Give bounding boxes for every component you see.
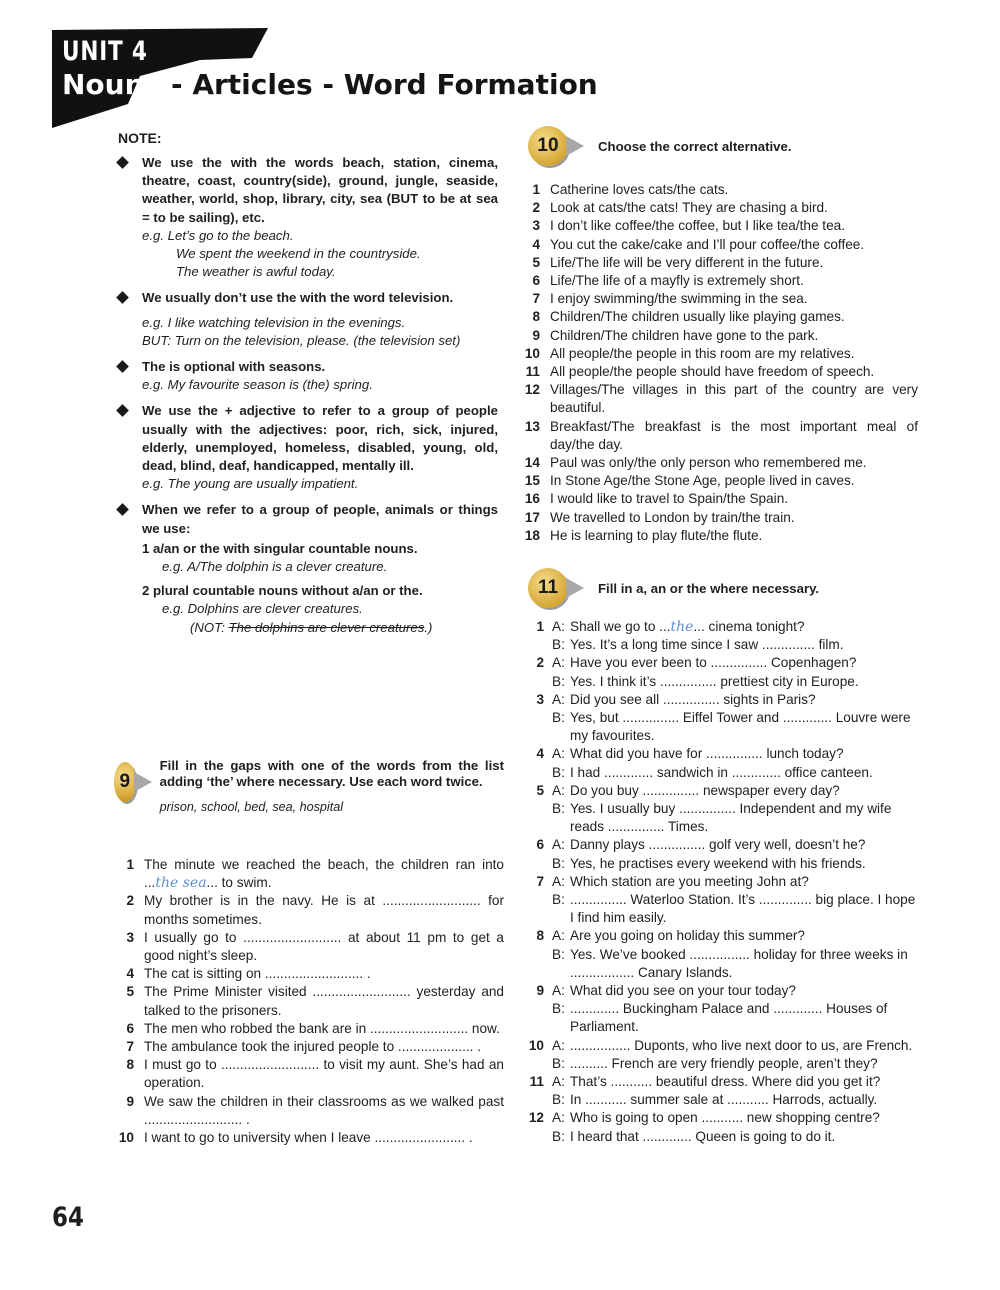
item-text (144, 965, 504, 983)
dialogue-line (522, 891, 922, 927)
exercise-number-badge: 10 (528, 126, 568, 166)
dialogue-text (570, 618, 922, 636)
speaker-label: A: (552, 1037, 565, 1053)
speaker-label: A: (552, 1074, 565, 1090)
item-number: 2 (126, 893, 134, 909)
exercise-9-header (114, 758, 504, 814)
note-rule: The is optional with seasons. (142, 359, 326, 375)
item-text (144, 983, 504, 1019)
dialogue-text (570, 855, 922, 873)
dialogue-line (522, 1128, 922, 1146)
item-text (144, 1129, 504, 1147)
speaker-label: A: (552, 746, 565, 762)
word-list: prison, school, bed, sea, hospital (159, 800, 344, 814)
item-text-before: Did you see all ............... sights in Paris? (570, 691, 816, 707)
speaker-label: A: (552, 837, 565, 853)
note-rule: When we refer to a group of people, animals or things we use: (142, 502, 498, 536)
list-item (518, 290, 918, 308)
item-number: 11 (529, 1074, 544, 1090)
item-text-before: The cat is sitting on .......................... . (144, 966, 371, 982)
exercise-11-header (528, 568, 819, 608)
item-number: 10 (118, 1130, 134, 1146)
item-text: All people/the people should have freedom of speech. (550, 364, 875, 380)
note-bullet-2 (118, 289, 498, 350)
item-number (522, 1091, 544, 1109)
dialogue-line (522, 1000, 922, 1036)
item-number: 6 (532, 273, 540, 289)
not-prefix: (NOT: (190, 619, 229, 635)
dialogue-text (570, 1055, 922, 1073)
speaker-label: A: (552, 691, 565, 707)
item-text-before: The men who robbed the bank are in .......................... now. (144, 1020, 500, 1036)
note-rule: We usually don’t use the with the word television. (142, 290, 454, 306)
note-example: e.g. Dolphins are clever creatures. (162, 601, 363, 617)
note-example: We spent the weekend in the countryside. (176, 246, 421, 262)
item-number (522, 636, 544, 654)
dialogue-line (522, 1037, 922, 1055)
item-number: 3 (536, 691, 544, 707)
item-text-before: That’s ........... beautiful dress. Where did you get it? (570, 1074, 881, 1090)
item-number (522, 855, 544, 873)
dialogue-text (570, 745, 922, 763)
list-item (518, 509, 918, 527)
item-text (144, 1020, 504, 1038)
list-item (112, 1038, 504, 1056)
list-item (112, 965, 504, 983)
item-number: 15 (524, 473, 540, 489)
item-text-before: We saw the children in their classrooms as we walked past .......................... . (144, 1093, 504, 1127)
dialogue-line (522, 1055, 922, 1073)
item-text: We travelled to London by train/the train. (550, 509, 795, 525)
exercise-number-badge: 9 (114, 762, 136, 802)
item-number: 12 (524, 382, 540, 398)
item-text (144, 892, 504, 928)
item-text-before: In ........... summer sale at ........... Harrods, actually. (570, 1092, 878, 1108)
item-text-after: ... to swim. (206, 875, 272, 891)
speaker-label: B: (552, 892, 565, 908)
note-section (118, 130, 498, 645)
speaker-label: B: (552, 673, 565, 689)
speaker-label: A: (552, 928, 565, 944)
speaker-label: B: (552, 637, 565, 653)
item-number: 17 (524, 509, 540, 525)
item-number (522, 800, 544, 836)
note-example: The weather is awful today. (176, 264, 336, 280)
dialogue-line (522, 836, 922, 854)
item-text (144, 856, 504, 892)
item-text: In Stone Age/the Stone Age, people lived in caves. (550, 473, 855, 489)
note-subrule: 1 a/an or the with singular countable nouns. (142, 540, 418, 556)
dialogue-line (522, 709, 922, 745)
list-item (518, 527, 918, 545)
item-text-before: My brother is in the navy. He is at .......................... for months sometimes. (144, 893, 504, 927)
speaker-label: A: (552, 1110, 565, 1126)
list-item (112, 1020, 504, 1038)
item-text (144, 929, 504, 965)
item-text-before: Yes. I usually buy ............... Independent and my wife reads ............... Times. (570, 801, 892, 835)
list-item (518, 327, 918, 345)
item-number (522, 764, 544, 782)
item-text-before: I want to go to university when I leave ........................ . (144, 1130, 473, 1146)
item-number (522, 891, 544, 927)
item-number: 7 (536, 873, 544, 889)
dialogue-line (522, 636, 922, 654)
item-number: 4 (126, 966, 134, 982)
item-text-before: I had ............. sandwich in ............. office canteen. (570, 764, 873, 780)
dialogue-line (522, 1073, 922, 1091)
item-text-before: Are you going on holiday this summer? (570, 928, 805, 944)
note-example: e.g. I like watching television in the evenings. (142, 314, 406, 330)
note-title: NOTE: (118, 130, 162, 146)
note-bullet-1 (118, 154, 498, 281)
item-number (522, 709, 544, 745)
dialogue-text (570, 1037, 922, 1055)
item-number: 2 (532, 200, 540, 216)
note-bullet-3 (118, 358, 498, 394)
dialogue-line (522, 691, 922, 709)
item-text-before: The ambulance took the injured people to .................... . (144, 1039, 482, 1055)
list-item (518, 236, 918, 254)
list-item (518, 199, 918, 217)
item-text: Life/The life will be very different in the future. (550, 254, 824, 270)
dialogue-line (522, 618, 922, 636)
speaker-label: A: (552, 619, 565, 634)
item-number (522, 1000, 544, 1036)
note-subrule: 2 plural countable nouns without a/an or the. (142, 583, 423, 599)
dialogue-text (570, 782, 922, 800)
item-number: 12 (528, 1110, 544, 1126)
note-example (142, 619, 498, 637)
item-text: Children/The children usually like playing games. (550, 309, 845, 325)
item-text-before: Yes. I think it’s ............... prettiest city in Europe. (570, 673, 859, 689)
speaker-label: A: (552, 655, 565, 671)
item-number: 8 (532, 309, 540, 325)
page-number: 64 (52, 1202, 84, 1233)
unit-label: UNIT 4 (62, 36, 148, 67)
list-item (518, 181, 918, 199)
item-text: Breakfast/The breakfast is the most important meal of day/the day. (550, 418, 918, 452)
item-text-before: The Prime Minister visited .......................... yesterday and talked to the prisoners. (144, 984, 504, 1018)
item-text-before: Yes, he practises every weekend with his friends. (570, 855, 866, 871)
dialogue-text (570, 1073, 922, 1091)
item-text: All people/the people in this room are my relatives. (550, 345, 855, 361)
dialogue-line (522, 745, 922, 763)
dialogue-line (522, 764, 922, 782)
dialogue-line (522, 1091, 922, 1109)
item-text-before: Have you ever been to ............... Copenhagen? (570, 655, 857, 671)
handwritten-answer: the (670, 619, 694, 635)
item-number: 4 (536, 746, 544, 762)
item-text: He is learning to play flute/the flute. (550, 527, 763, 543)
item-number: 6 (536, 837, 544, 853)
dialogue-line (522, 782, 922, 800)
item-number: 7 (126, 1039, 134, 1055)
dialogue-text (570, 927, 922, 945)
item-text-before: The minute we reached the beach, the children ran into ... (144, 857, 504, 891)
dialogue-text (570, 636, 922, 654)
item-number: 9 (126, 1093, 134, 1109)
dialogue-line (522, 855, 922, 873)
dialogue-text (570, 764, 922, 782)
dialogue-line (522, 982, 922, 1000)
bullet-diamond-icon (116, 360, 129, 373)
dialogue-line (522, 927, 922, 945)
list-item (518, 490, 918, 508)
item-number: 3 (532, 218, 540, 234)
item-text: Children/The children have gone to the park. (550, 327, 819, 343)
item-text-before: Yes. It’s a long time since I saw .............. film. (570, 637, 844, 653)
list-item (518, 363, 918, 381)
dialogue-text (570, 654, 922, 672)
item-number: 3 (126, 929, 134, 945)
note-rule: We use the + adjective to refer to a group of people usually with the adjectives: poor, rich, sick, injured, elderly, unemployed, homeless, disabled, young, old, dead, blind, deaf, handicapped, mentally ill. (142, 403, 498, 474)
item-text-before: Who is going to open ........... new shopping centre? (570, 1110, 880, 1126)
item-text (144, 1038, 504, 1056)
item-text: Catherine loves cats/the cats. (550, 182, 729, 197)
note-example: BUT: Turn on the television, please. (the television set) (142, 332, 461, 348)
item-text-before: I usually go to .......................... at about 11 pm to get a good night’s sleep. (144, 929, 504, 964)
bullet-diamond-icon (116, 405, 129, 418)
item-number (522, 1128, 544, 1146)
item-text-before: I heard that ............. Queen is going to do it. (570, 1128, 836, 1144)
list-item (518, 418, 918, 454)
dialogue-text (570, 891, 922, 927)
item-number: 18 (524, 527, 540, 543)
bullet-diamond-icon (116, 292, 129, 305)
item-text-before: What did you see on your tour today? (570, 983, 796, 999)
note-example: e.g. A/The dolphin is a clever creature. (162, 559, 388, 575)
speaker-label: A: (552, 983, 565, 999)
exercise-10-header (528, 126, 791, 166)
speaker-label: B: (552, 946, 565, 962)
item-text-before: Which station are you meeting John at? (570, 873, 809, 889)
unit-title-part1: Nouns (62, 68, 162, 101)
item-number: 1 (532, 182, 540, 197)
dialogue-line (522, 946, 922, 982)
item-text: Villages/The villages in this part of the country are very beautiful. (550, 382, 918, 416)
item-text-before: What did you have for ............... lunch today? (570, 746, 844, 762)
item-number: 9 (536, 983, 544, 999)
list-item (518, 272, 918, 290)
speaker-label: B: (552, 1055, 565, 1071)
unit-title-part2: - Articles - Word Formation (161, 68, 598, 101)
item-text-before: Yes. We’ve booked ................ holiday for three weeks in ................. Canary Islands. (570, 946, 908, 980)
list-item (112, 1093, 504, 1129)
list-item (112, 1056, 504, 1092)
exercise-instruction: Fill in a, an or the where necessary. (598, 581, 820, 596)
speaker-label: B: (552, 1001, 565, 1017)
list-item (112, 856, 504, 892)
list-item (518, 345, 918, 363)
list-item (518, 381, 918, 417)
item-number: 1 (126, 857, 134, 872)
item-number: 11 (525, 364, 540, 380)
speaker-label: B: (552, 801, 565, 817)
item-text-before: ................ Duponts, who live next door to us, are French. (570, 1037, 913, 1053)
dialogue-text (570, 1128, 922, 1146)
item-text: Paul was only/the only person who remembered me. (550, 455, 867, 471)
speaker-label: A: (552, 873, 565, 889)
item-number: 8 (126, 1057, 134, 1073)
exercise-10-items (518, 181, 918, 545)
exercise-instruction: Choose the correct alternative. (598, 139, 792, 154)
dialogue-text (570, 982, 922, 1000)
exercise-number-badge: 11 (528, 568, 568, 608)
dialogue-text (570, 1109, 922, 1127)
dialogue-text (570, 836, 922, 854)
item-text: I don’t like coffee/the coffee, but I like tea/the tea. (550, 218, 845, 234)
struck-example: The dolphins are clever creatures (228, 619, 425, 635)
note-example: e.g. My favourite season is (the) spring. (142, 377, 373, 393)
item-number: 7 (532, 291, 540, 307)
speaker-label: B: (552, 855, 565, 871)
speaker-label: A: (552, 782, 565, 798)
dialogue-text (570, 673, 922, 691)
speaker-label: B: (552, 1092, 565, 1108)
note-example: e.g. Let’s go to the beach. (142, 227, 294, 243)
dialogue-text (570, 1000, 922, 1036)
list-item (112, 983, 504, 1019)
item-number: 9 (532, 327, 540, 343)
unit-title (62, 68, 598, 101)
item-number: 8 (536, 928, 544, 944)
item-number (522, 946, 544, 982)
list-item (518, 454, 918, 472)
handwritten-answer: the sea (155, 875, 207, 892)
note-example: e.g. The young are usually impatient. (142, 476, 359, 492)
item-number: 2 (536, 655, 544, 671)
dialogue-line (522, 673, 922, 691)
not-suffix: .) (424, 619, 433, 635)
dialogue-text (570, 1091, 922, 1109)
item-number: 1 (536, 619, 544, 634)
dialogue-text (570, 691, 922, 709)
item-text: I would like to travel to Spain/the Spain. (550, 491, 789, 507)
item-number: 6 (126, 1020, 134, 1036)
item-text-before: Shall we go to ... (570, 619, 671, 634)
exercise-11-items (522, 618, 922, 1146)
list-item (518, 254, 918, 272)
exercise-9-items (112, 856, 504, 1147)
item-number: 5 (532, 254, 540, 270)
item-text-before: Do you buy ............... newspaper every day? (570, 782, 840, 798)
item-text-before: ............... Waterloo Station. It’s .............. big place. I hope I find him easily. (570, 892, 916, 926)
item-number (522, 1055, 544, 1073)
dialogue-text (570, 946, 922, 982)
note-bullet-5 (118, 501, 498, 636)
dialogue-text (570, 709, 922, 745)
item-text: Look at cats/the cats! They are chasing a bird. (550, 200, 828, 216)
item-text-before: Danny plays ............... golf very well, doesn’t he? (570, 837, 866, 853)
item-number: 4 (532, 236, 540, 252)
list-item (112, 1129, 504, 1147)
item-number: 5 (126, 984, 134, 1000)
list-item (518, 308, 918, 326)
item-number: 16 (524, 491, 540, 507)
item-text-before: .......... French are very friendly people, aren’t they? (570, 1055, 878, 1071)
speaker-label: B: (552, 710, 565, 726)
dialogue-line (522, 800, 922, 836)
bullet-diamond-icon (116, 504, 129, 517)
item-number: 5 (536, 782, 544, 798)
dialogue-line (522, 654, 922, 672)
item-number (522, 673, 544, 691)
speaker-label: B: (552, 1128, 565, 1144)
item-text: I enjoy swimming/the swimming in the sea. (550, 291, 808, 307)
bullet-diamond-icon (116, 156, 129, 169)
dialogue-line (522, 1109, 922, 1127)
list-item (518, 472, 918, 490)
speaker-label: B: (552, 764, 565, 780)
item-number: 14 (524, 455, 540, 471)
item-text-before: Yes, but ............... Eiffel Tower and ............. Louvre were my favourites. (570, 710, 911, 744)
item-text-after: ... cinema tonight? (693, 619, 805, 634)
dialogue-text (570, 873, 922, 891)
item-number: 13 (524, 418, 540, 434)
item-text-before: I must go to .......................... to visit my aunt. She’s had an operation. (144, 1057, 504, 1091)
exercise-instruction: Fill in the gaps with one of the words from the list adding ‘the’ where necessary. Use each word twice. (159, 758, 504, 789)
item-text (144, 1056, 504, 1092)
item-number: 10 (528, 1037, 544, 1053)
item-text-before: ............. Buckingham Palace and ............. Houses of Parliament. (570, 1001, 888, 1035)
item-text (144, 1093, 504, 1129)
item-number: 10 (524, 345, 540, 361)
list-item (518, 217, 918, 235)
dialogue-text (570, 800, 922, 836)
note-rule: We use the with the words beach, station, cinema, theatre, coast, country(side), ground, jungle, seaside, weather, world, shop, library, city, sea (BUT to be at sea = to be sailing), etc. (142, 155, 498, 225)
item-text: You cut the cake/cake and I’ll pour coffee/the coffee. (550, 236, 865, 252)
item-text: Life/The life of a mayfly is extremely short. (550, 273, 804, 289)
note-bullet-4 (118, 402, 498, 493)
list-item (112, 929, 504, 965)
list-item (112, 892, 504, 928)
dialogue-line (522, 873, 922, 891)
